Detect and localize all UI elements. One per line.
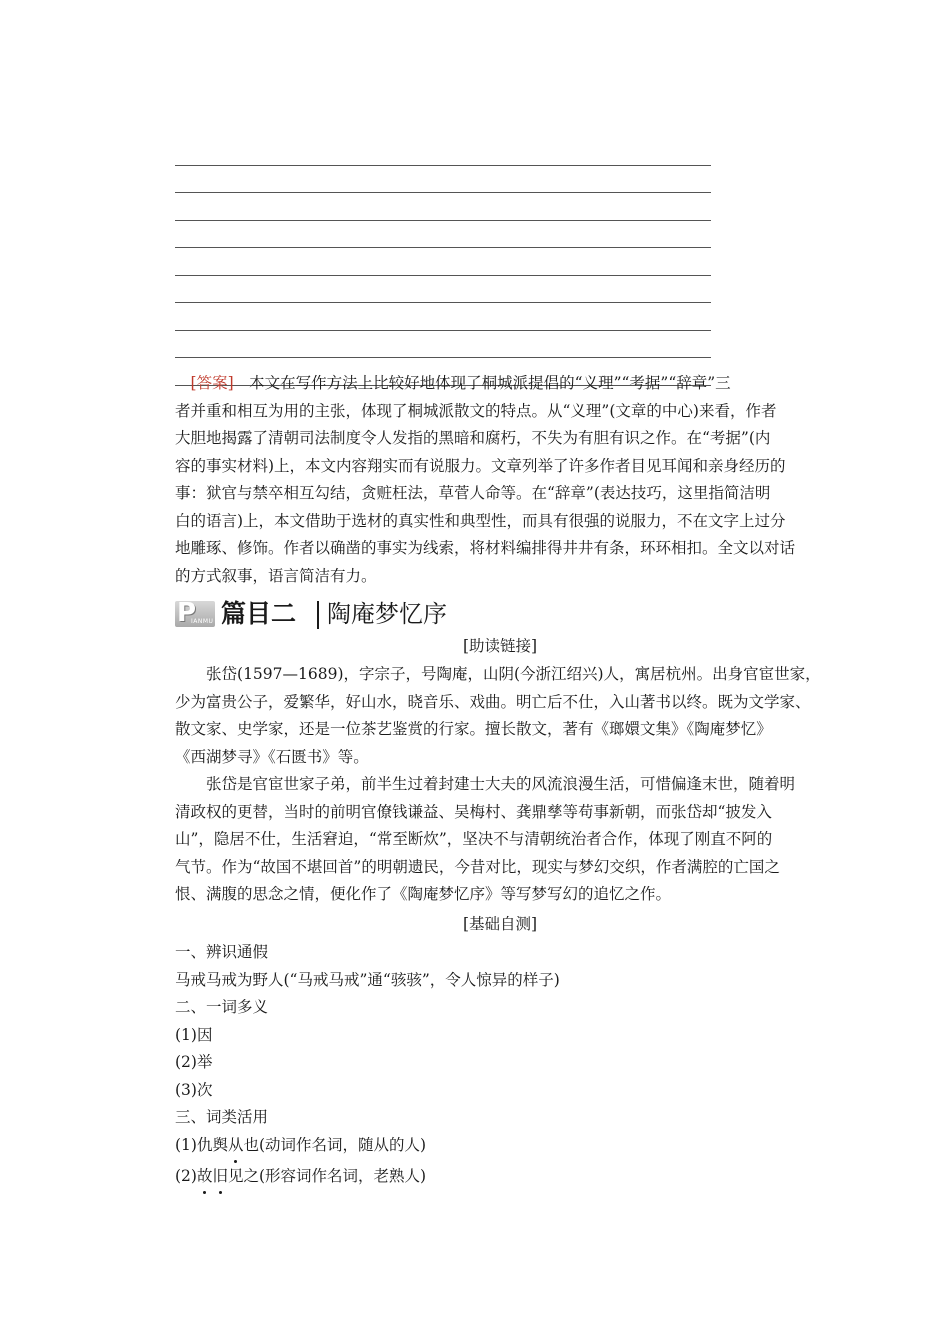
blank-line [175,166,711,194]
background-paragraph [175,771,825,909]
subsection-title: 一、辨识通假 [175,943,269,961]
pianmu-logo [175,598,215,628]
list-item [175,1132,560,1163]
background-line [175,771,825,799]
section-heading [175,597,775,633]
answer-line: 事：狱官与禁卒相互勾结，贪赃枉法，草菅人命等。在“辞章”(表达技巧，这里指简洁明 [175,484,771,502]
list-item: (3)次 [175,1080,213,1099]
blank-line [175,138,711,166]
self-test-heading: [基础自测] [462,915,538,933]
background-line: 山”，隐居不仕，生活窘迫，“常至断炊”，坚决不与清朝统治者合作，体现了刚直不阿的 [175,830,773,848]
answer-line: 白的语言)上，本文借助于选材的真实性和典型性，而具有很强的说服力，不在文字上过分 [175,511,786,530]
section-label: 篇目二 [221,599,297,628]
answer-line [175,370,825,398]
emphasized-char: 故 [197,1163,213,1191]
background-line: 气节。作为“故国不堪回首”的明朝遗民，今昔对比，现实与梦幻交织，作者满腔的亡国之 [175,857,780,876]
emphasized-char: 从 [228,1132,244,1160]
section-title: 陶庵梦忆序 [327,600,447,628]
bio-line [175,661,825,689]
answer-text: 本文在写作方法上比较好地体现了桐城派提倡的“义理”“考据”“辞章”三 [249,374,731,392]
list-item: (2)举 [175,1053,213,1071]
bio-paragraph [175,661,825,771]
logo-subtext: IANMU [191,618,214,625]
answer-line: 地雕琢、修饰。作者以确凿的事实为线索，将材料编排得井井有条，环环相扣。全文以对话 [175,539,796,557]
logo-letter: P [177,598,197,628]
answer-line: 者并重和相互为用的主张，体现了桐城派散文的特点。从“义理”(文章的中心)来看，作者 [175,401,777,420]
blank-answer-lines [175,138,711,386]
blank-line [175,193,711,221]
list-item [175,1163,560,1191]
self-test-list [175,939,560,1190]
emphasized-char: 旧 [212,1163,228,1191]
reading-link-heading: [助读链接] [462,637,538,655]
blank-line [175,221,711,249]
list-item: 马戒马戒为野人(“马戒马戒”通“骇骇”，令人惊异的样子) [175,970,560,989]
subsection-title: 二、一词多义 [175,998,269,1016]
section-divider [317,601,319,629]
background-text: 张岱是官宦世家子弟，前半生过着封建士大夫的风流浪漫生活，可惜偏逢末世，随着明 [206,775,796,793]
list-item: (1)因 [175,1025,213,1044]
blank-line [175,276,711,304]
blank-line [175,248,711,276]
bio-line: 散文家、史学家，还是一位茶艺鉴赏的行家。擅长散文，著有《瑯嬛文集》《陶庵梦忆》 [175,720,772,738]
background-line: 恨、满腹的思念之情，便化作了《陶庵梦忆序》等写梦写幻的追忆之作。 [175,885,672,903]
blank-line [175,331,711,359]
item-text: (1)仇舆 [175,1135,228,1154]
item-text: 见之(形容词作名词，老熟人) [228,1166,427,1185]
answer-paragraph [175,370,825,590]
blank-line [175,303,711,331]
answer-line: 大胆地揭露了清朝司法制度令人发指的黑暗和腐朽，不失为有胆有识之作。在“考据”(内 [175,429,771,447]
bio-line: 《西湖梦寻》《石匮书》等。 [175,747,369,766]
answer-label: [答案] [190,374,234,392]
bio-text: 张岱(1597—1689)，字宗子，号陶庵，山阴(今浙江绍兴)人，寓居杭州。出身官宦世家， [206,665,821,683]
answer-line: 的方式叙事，语言简洁有力。 [175,566,377,585]
item-text: (2) [175,1166,197,1185]
background-line: 清政权的更替，当时的前明官僚钱谦益、吴梅村、龚鼎孳等苟事新朝，而张岱却“披发入 [175,802,772,821]
bio-line: 少为富贵公子，爱繁华，好山水，晓音乐、戏曲。明亡后不仕，入山著书以终。既为文学家、 [175,692,811,711]
subsection-title: 三、词类活用 [175,1108,269,1126]
item-text: 也(动词作名词，随从的人) [243,1135,427,1154]
answer-line: 容的事实材料)上，本文内容翔实而有说服力。文章列举了许多作者目见耳闻和亲身经历的 [175,456,786,475]
